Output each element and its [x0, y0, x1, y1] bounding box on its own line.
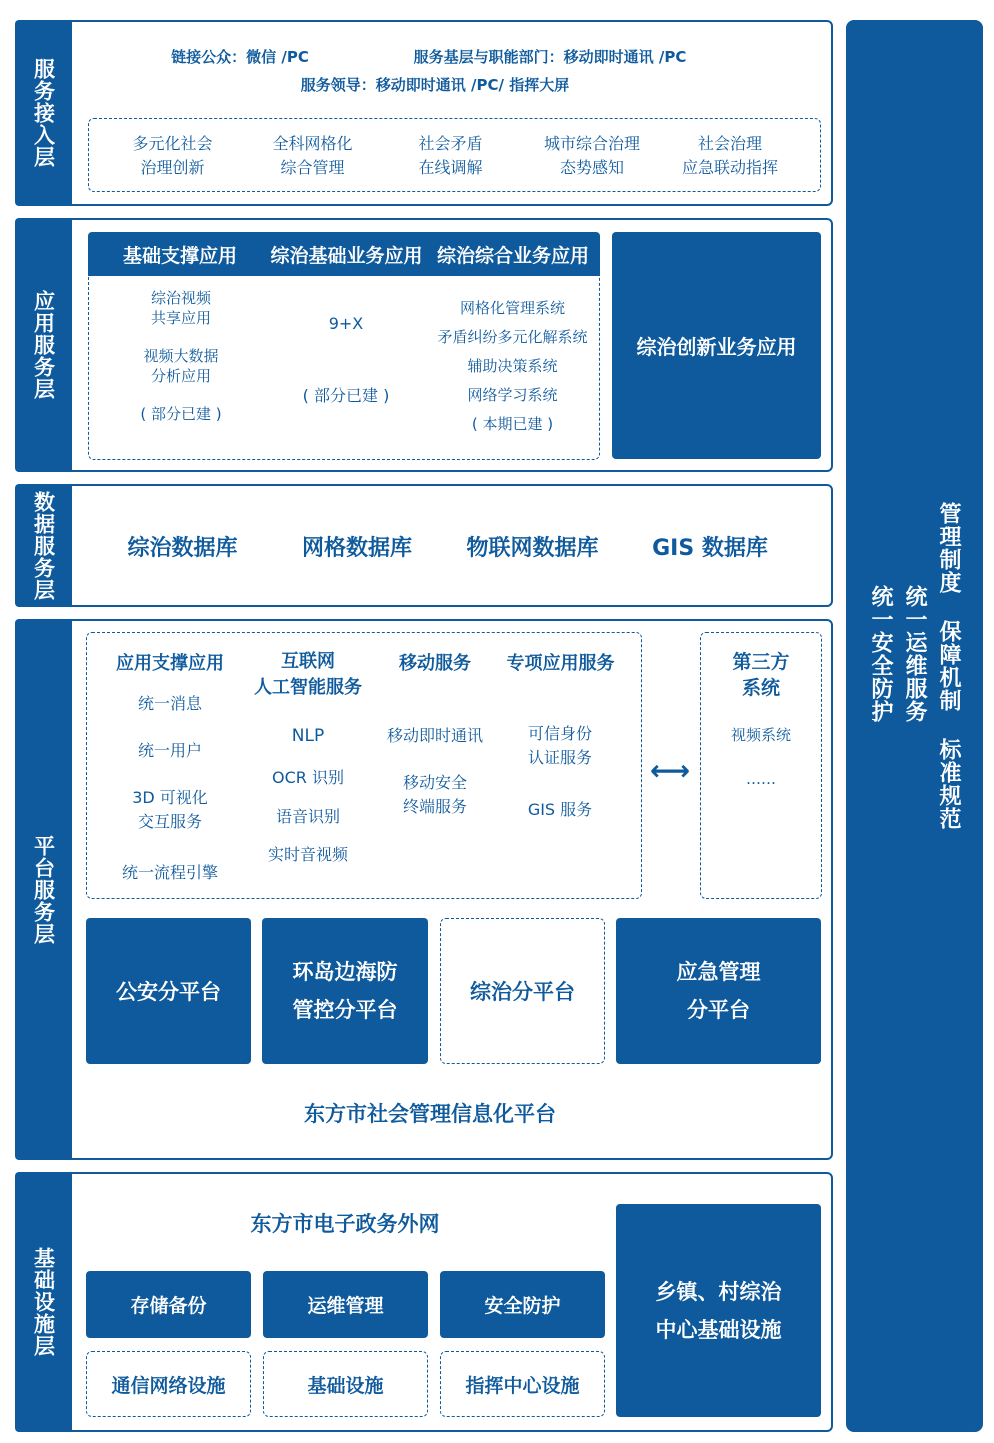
app-col2: 9+X ( 部分已建 ): [302, 314, 390, 405]
data-zongzhi: 综治数据库: [127, 536, 238, 561]
sub-platform-emergency: 应急管理 分平台: [616, 918, 821, 1064]
app-header-composite: 综治综合业务应用: [436, 244, 589, 267]
support-3d: 3D 可视化 交互服务: [132, 788, 208, 831]
right-ops: 统一运维服务: [902, 585, 927, 723]
app-header-business: 综治基础业务应用: [270, 244, 423, 267]
right-management: 管理制度 保障机制 标准规范: [936, 502, 961, 830]
special-title: 专项应用服务: [506, 653, 615, 674]
infra-command: 指挥中心设施: [440, 1351, 605, 1417]
access-item-2: 全科网格化 综合管理: [272, 134, 353, 177]
bidirectional-arrow-icon: ⟷: [649, 754, 691, 787]
app-innovation: 综治创新业务应用: [612, 232, 821, 459]
special-gis: GIS 服务: [527, 800, 593, 819]
support-msg: 统一消息: [137, 694, 202, 713]
mobile-security: 移动安全 终端服务: [402, 773, 467, 816]
app-col1: 综治视频 共享应用 视频大数据 分析应用 ( 部分已建 ): [140, 289, 222, 423]
special-identity: 可信身份 认证服务: [527, 724, 592, 767]
sub-platform-police: 公安分平台: [86, 918, 251, 1064]
ai-av: 实时音视频: [267, 845, 348, 864]
third-party-title: 第三方 系统: [732, 651, 790, 699]
access-item-4: 城市综合治理 态势感知: [543, 134, 640, 177]
ai-ocr: OCR 识别: [272, 768, 344, 787]
platform-name: 东方市社会管理信息化平台: [304, 1102, 556, 1126]
layer-label-infra: 基础设施层: [15, 1172, 72, 1432]
app-col3: 网格化管理系统 矛盾纠纷多元化解系统 辅助决策系统 网络学习系统 ( 本期已建 ): [437, 299, 588, 433]
infra-basic: 基础设施: [263, 1351, 428, 1417]
infra-comms: 通信网络设施: [86, 1351, 251, 1417]
infra-ops: 运维管理: [263, 1271, 428, 1338]
mobile-title: 移动服务: [399, 653, 471, 674]
layer-label-platform: 平台服务层: [15, 619, 72, 1160]
access-item-1: 多元化社会 治理创新: [132, 134, 213, 177]
third-party-more: ……: [746, 770, 776, 788]
third-party-video: 视频系统: [730, 726, 791, 744]
data-grid: 网格数据库: [301, 536, 412, 561]
app-header-basic: 基础支撑应用: [122, 244, 237, 267]
ai-title: 互联网 人工智能服务: [254, 651, 362, 698]
infra-storage: 存储备份: [86, 1271, 251, 1338]
access-public: 链接公众：微信 /PC: [171, 48, 309, 66]
access-item-3: 社会矛盾 在线调解: [418, 134, 483, 177]
support-title: 应用支撑应用: [116, 653, 224, 674]
data-gis: GIS 数据库: [652, 536, 768, 561]
data-iot: 物联网数据库: [466, 536, 599, 561]
layer-label-data: 数据服务层: [15, 484, 72, 607]
access-leaders: 服务领导：移动即时通讯 /PC/ 指挥大屏: [300, 76, 570, 94]
ai-nlp: NLP: [291, 726, 325, 746]
infra-town: 乡镇、村综治 中心基础设施: [616, 1204, 821, 1417]
right-security: 统一安全防护: [868, 585, 893, 723]
layer-label-access: 服务接入层: [15, 20, 72, 206]
access-grassroots: 服务基层与职能部门：移动即时通讯 /PC: [413, 48, 687, 66]
support-user: 统一用户: [137, 741, 202, 760]
infra-network: 东方市电子政务外网: [250, 1212, 440, 1236]
access-item-5: 社会治理 应急联动指挥: [681, 134, 778, 177]
layer-label-app: 应用服务层: [15, 218, 72, 472]
sub-platform-coastal: 环岛边海防 管控分平台: [262, 918, 428, 1064]
infra-security: 安全防护: [440, 1271, 605, 1338]
mobile-im: 移动即时通讯: [386, 726, 483, 745]
ai-speech: 语音识别: [275, 807, 340, 826]
support-workflow: 统一流程引擎: [121, 863, 218, 882]
sub-platform-zongzhi: 综治分平台: [440, 918, 605, 1064]
